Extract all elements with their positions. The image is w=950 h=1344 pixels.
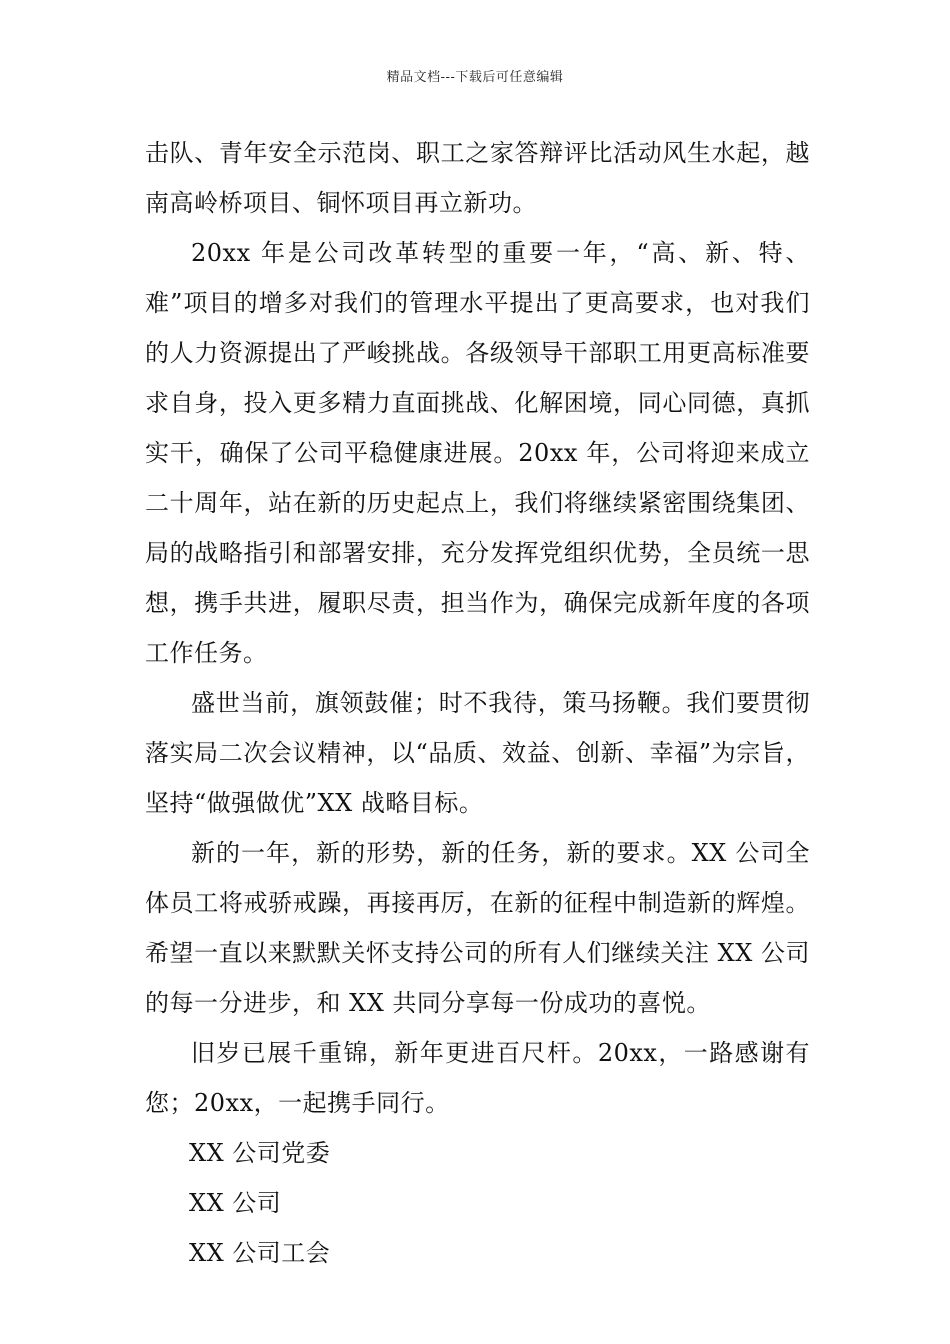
signature-party-committee: XX 公司党委 — [189, 1139, 331, 1167]
signature-company: XX 公司 — [189, 1189, 282, 1217]
page-header: 精品文档---下载后可任意编辑 — [386, 70, 564, 85]
paragraph: 新的一年，新的形势，新的任务，新的要求。XX 公司全体员工将戒骄戒躁，再接再厉，在新的征程中制造新的辉煌。希望一直以来默默关怀支持公司的所有人们继续关注 XX 公司的每一分进步，和 XX 共同分享每一份成功的喜悦。 — [145, 839, 810, 1017]
paragraph-continuation: 击队、青年安全示范岗、职工之家答辩评比活动风生水起，越南高岭桥项目、铜怀项目再立新功。 — [145, 139, 810, 217]
paragraph: 20xx 年是公司改革转型的重要一年，“高、新、特、难”项目的增多对我们的管理水平提出了更高要求，也对我们的人力资源提出了严峻挑战。各级领导干部职工用更高标准要求自身，投入更多精力直面挑战、化解困境，同心同德，真抓实干，确保了公司平稳健康进展。20xx 年，公司将迎来成立二十周年，站在新的历史起点上，我们将继续紧密围绕集团、局的战略指引和部署安排，充分发挥党组织优势，全员统一思想，携手共进，履职尽责，担当作为，确保完成新年度的各项工作任务。 — [145, 239, 810, 667]
paragraph: 旧岁已展千重锦，新年更进百尺杆。20xx，一路感谢有您；20xx，一起携手同行。 — [145, 1039, 810, 1117]
signature-union: XX 公司工会 — [189, 1239, 331, 1267]
paragraph: 盛世当前，旗领鼓催；时不我待，策马扬鞭。我们要贯彻落实局二次会议精神，以“品质、效益、创新、幸福”为宗旨，坚持“做强做优”XX 战略目标。 — [145, 689, 810, 817]
document-body — [145, 128, 810, 1278]
